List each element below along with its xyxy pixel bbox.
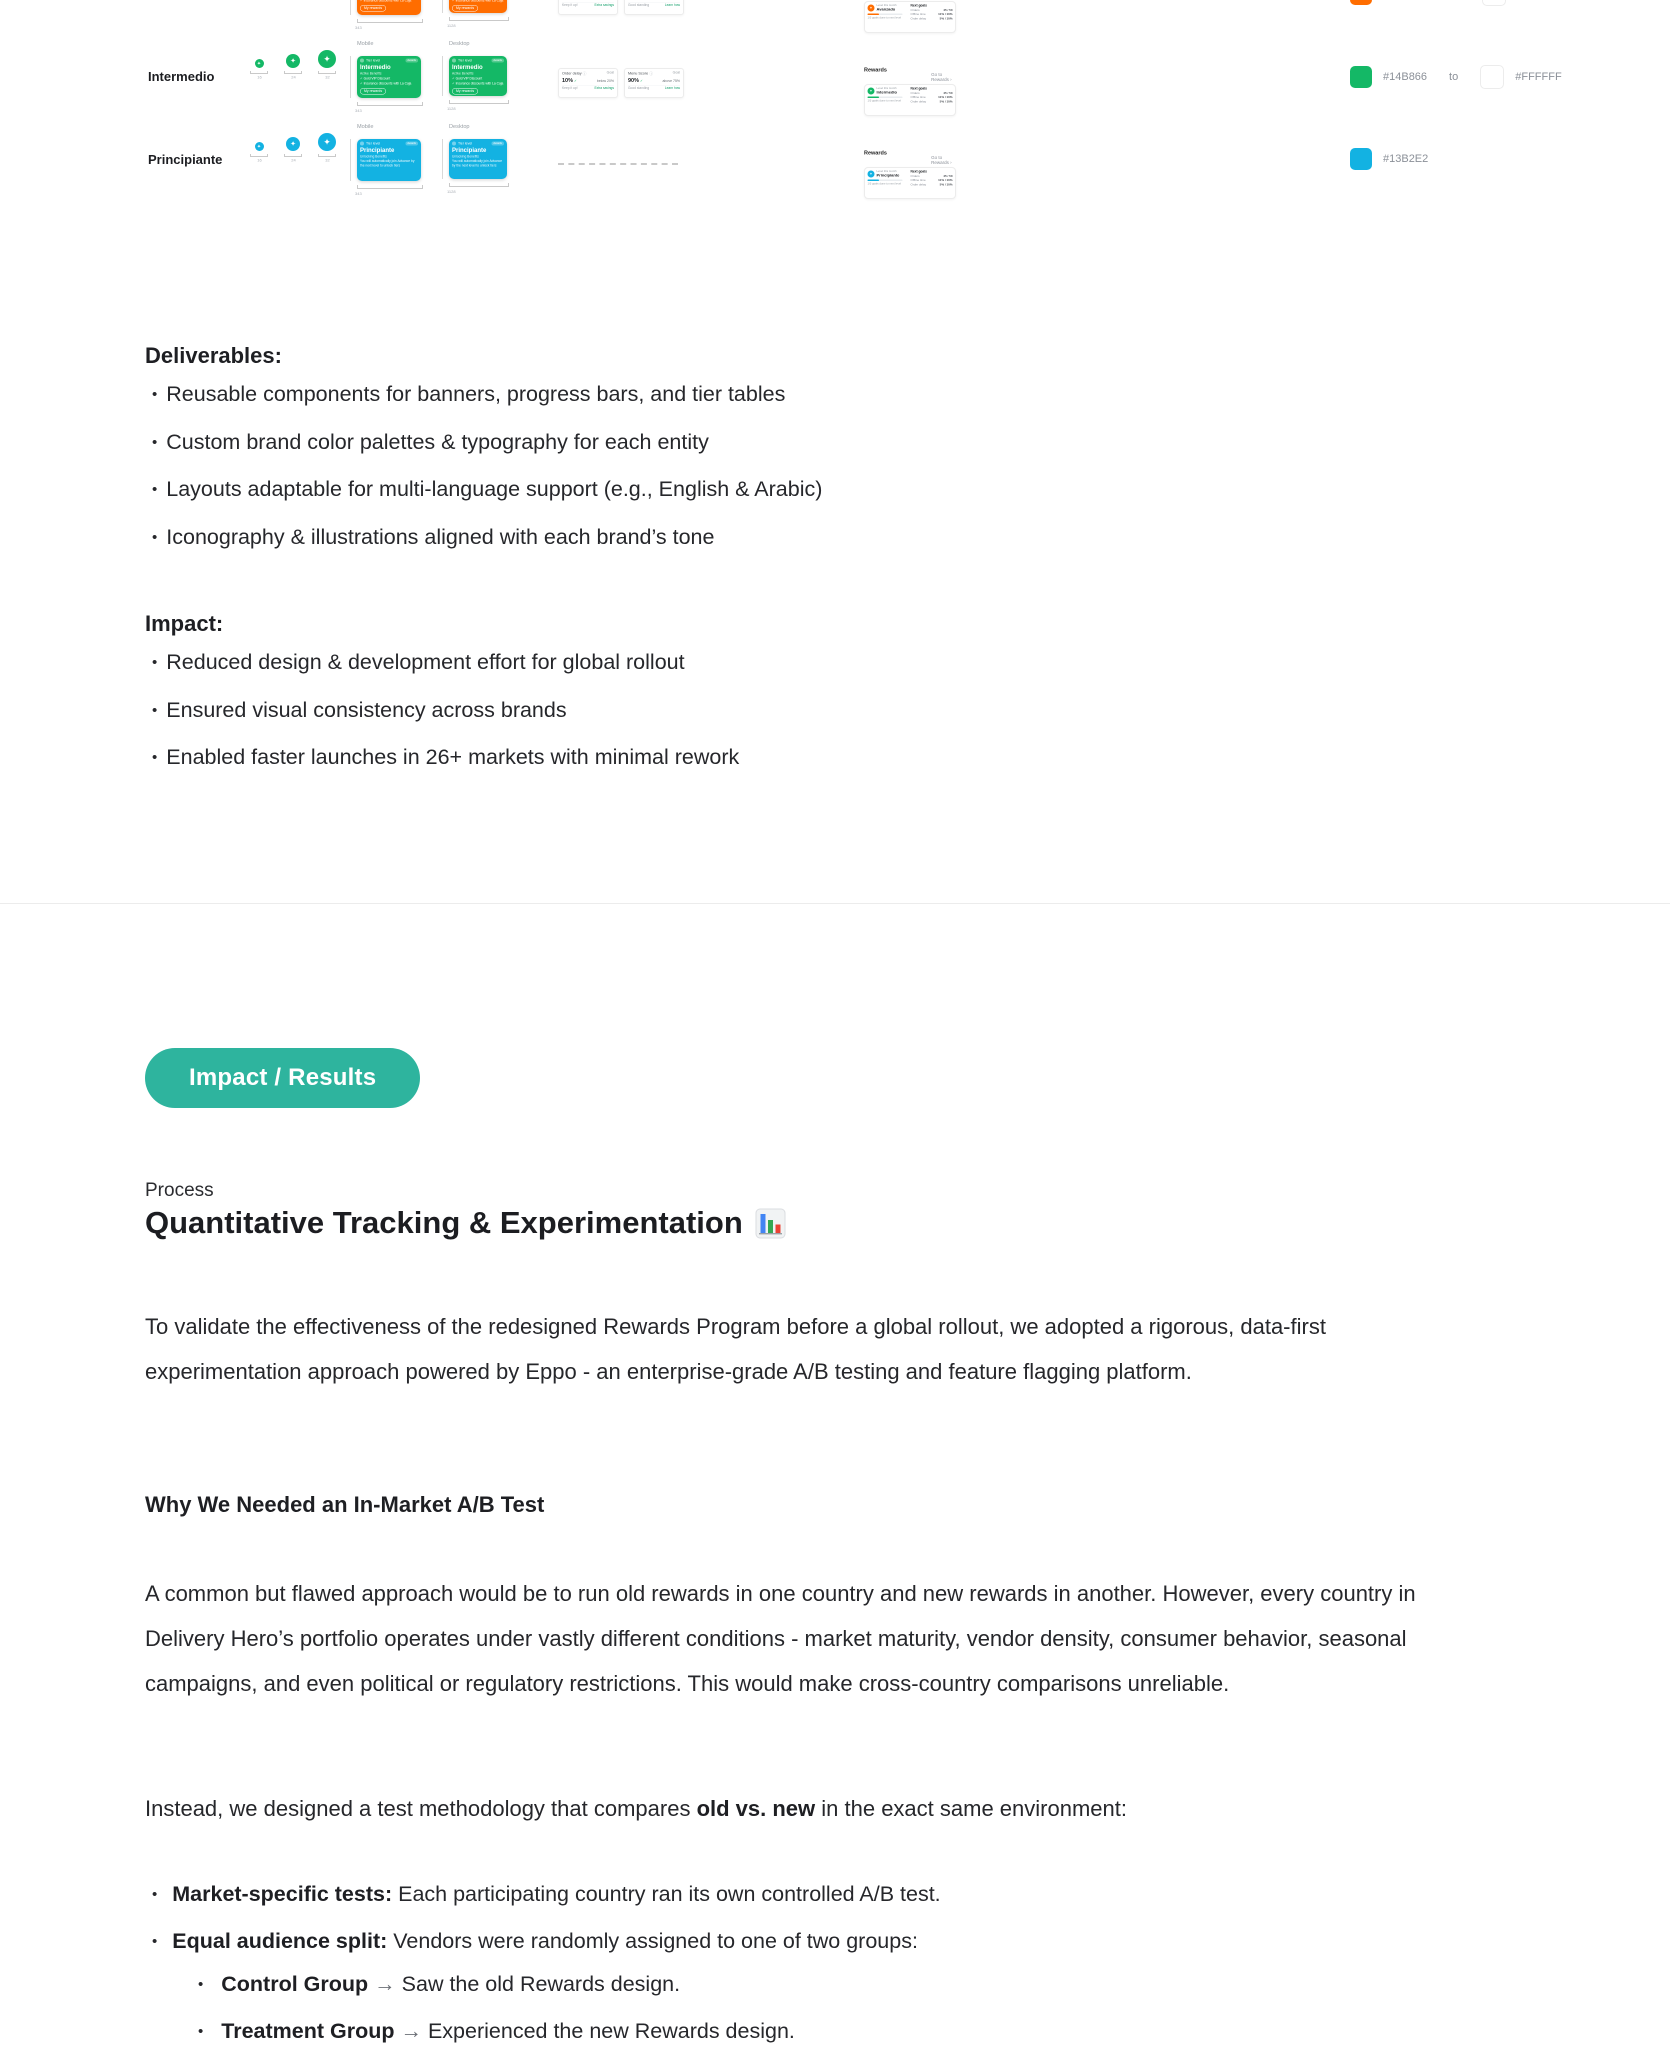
tier-level-label: Tier level	[366, 141, 381, 146]
goal-row-label: Orders	[910, 8, 920, 12]
stat-footer: Good standing	[628, 3, 650, 7]
stat-title: Order delay	[562, 71, 582, 76]
tier-avatar-icon	[360, 142, 364, 146]
desktop-caption: Desktop	[449, 40, 470, 47]
rewards-tier-name: Avanzado	[876, 7, 896, 12]
check-icon: ✓	[360, 77, 363, 81]
desktop-caption: Desktop	[449, 123, 470, 130]
stat-card	[558, 68, 618, 98]
stat-card	[624, 68, 684, 98]
size-ruler	[318, 71, 336, 74]
progress-caption: 1/3 goals done to next level	[867, 16, 901, 20]
height-ruler	[350, 0, 351, 15]
tier-card	[357, 56, 421, 98]
goal-row-label: Offline time	[910, 96, 926, 99]
benefit-item: Gold VIP Discount	[455, 77, 483, 81]
benefit-item: Gold VIP Discount	[363, 77, 391, 81]
stat-footer-link[interactable]: Extra savings	[594, 86, 614, 90]
test-methodology-list	[152, 1872, 941, 1966]
stat-mini-cards	[558, 0, 684, 15]
color-swatch-row	[1350, 0, 1563, 6]
badge-size-label: 32	[324, 158, 330, 163]
height-ruler	[442, 0, 443, 13]
tier-avatar-icon	[452, 142, 456, 146]
level-label: Level this month	[876, 4, 897, 7]
stat-footer-link[interactable]: Learn how	[664, 3, 680, 7]
size-ruler	[250, 154, 268, 157]
check-icon: ✓	[360, 0, 363, 3]
goal-value: above 75%	[662, 79, 680, 83]
list-item: • Reusable components for banners, progress bars, and tier tables	[152, 372, 822, 420]
section-divider	[0, 903, 1670, 904]
goal-row-value: 11% / 10%	[938, 179, 953, 182]
group-sublist	[198, 1962, 795, 2056]
stat-mini-cards	[558, 68, 684, 98]
goal-row-value: 45 / 50	[943, 8, 953, 12]
tier-row: ✓ Insurance discounts with La Caja My rewards 343 ✓ Insurance discounts with La Caja My rewards 1128 Keep it up! Extra savings Good standing Learn how ✦ Level this month Avanzado 1/3 goals done to next level Next goals Orders 45 / 50 Offline time 11% / 10% Order delay 5% / 10%	[0, 0, 1670, 53]
white-color-swatch	[1480, 65, 1504, 89]
unlock-text: You will automatically join Advance by the next level to unlock tiers	[360, 159, 415, 168]
subheading: Why We Needed an In-Market A/B Test	[145, 1492, 545, 1517]
methodology-line: Instead, we designed a test methodology that compares old vs. new in the exact same environment:	[145, 1796, 1127, 1821]
go-to-rewards-link[interactable]: Go to Rewards ›	[930, 155, 952, 165]
level-label: Level this month	[876, 170, 897, 173]
tier-card	[357, 139, 421, 181]
goal-row-label: Offline time	[910, 179, 926, 182]
stat-value	[562, 0, 573, 1]
tier-name-label: Intermedio	[148, 69, 215, 84]
goal-row-value: 5% / 10%	[939, 100, 953, 104]
size-ruler	[318, 154, 336, 157]
width-ruler	[357, 185, 423, 189]
details-badge[interactable]: details	[407, 142, 416, 145]
badge-size-label: 24	[290, 75, 296, 80]
badge-size-label: 32	[324, 75, 330, 80]
details-badge[interactable]: details	[407, 59, 416, 62]
process-eyebrow: Process	[145, 1180, 214, 1201]
intro-paragraph: To validate the effectiveness of the redesigned Rewards Program before a global rollout, we adopted a rigorous, data-first experimentation approach powered by Eppo - an enterprise-grade A/B testing and feature flagging platform.	[145, 1314, 1326, 1384]
height-ruler	[350, 139, 351, 181]
color-swatch-row	[1350, 148, 1428, 170]
swatch-to-label: to	[1449, 71, 1459, 83]
next-goals-label: Next goals	[910, 4, 927, 8]
color-swatch-row	[1350, 65, 1562, 89]
benefit-item: Insurance discounts with La Caja	[363, 0, 412, 3]
goal-row-label: Offline time	[910, 13, 926, 16]
rewards-card	[864, 167, 956, 199]
width-ruler	[449, 183, 509, 187]
check-icon: ✓	[640, 79, 643, 83]
section-title	[145, 1205, 786, 1241]
list-item: • Market-specific tests: Each participating country ran its own controlled A/B test.	[152, 1872, 941, 1919]
stat-value: 90%	[628, 77, 640, 84]
tier-card	[449, 0, 507, 13]
list-item: • Equal audience split: Vendors were randomly assigned to one of two groups:	[152, 1919, 941, 1966]
goal-row-label: Orders	[910, 91, 920, 95]
tier-badge-icons	[250, 52, 336, 84]
progress-bar	[868, 97, 903, 99]
my-rewards-button[interactable]: My rewards	[452, 88, 478, 95]
tier-row: Intermedio ✦ 16 ✦ 24 ✦ 32 Mobile Tier level details Intermedio Active Benefits ✓ Gold VIP Discount ✓ Insurance discounts with La Caja My rewards 343 Desktop Tier level details Intermedio Active Benefits ✓ Gold VIP Discount ✓ Insurance discounts with La Caja My rewards 1128 Order delay ⓘ Goal 10% ✓ below 20% Keep it up! Extra savings Menu Score ⓘ Goal 90% ✓ above 75% Good standing Learn how Rewards Go to Rewards › ✦ Level this month Intermedio 1/3 goals done to next level Next goals Orders 45 / 50 Offline time 11% / 10% Order delay 5% / 10% #14B866 to #FFFFFF	[0, 16, 1670, 136]
goal-row-value: 5% / 10%	[939, 17, 953, 21]
goal-row-label: Order delay	[910, 17, 927, 21]
goal-row-label: Orders	[910, 174, 920, 178]
stat-title: Menu Score	[628, 71, 649, 76]
deliverables-list	[152, 372, 822, 562]
stat-footer: Keep it up!	[562, 86, 578, 90]
my-rewards-button[interactable]: My rewards	[360, 88, 386, 95]
stat-footer-link[interactable]: Extra savings	[594, 3, 614, 7]
rewards-widget-title: Rewards	[864, 149, 887, 156]
unlock-title: Unlocking Benefits	[360, 155, 387, 159]
list-item: • Ensured visual consistency across brands	[152, 688, 739, 736]
tier-avatar-icon	[360, 59, 364, 63]
tier-card	[357, 0, 421, 15]
mobile-caption: Mobile	[357, 40, 374, 47]
details-badge[interactable]: details	[493, 59, 502, 62]
tier-badge-icon: ✦	[318, 50, 336, 68]
check-icon: ✓	[452, 0, 455, 3]
next-goals-label: Next goals	[910, 87, 927, 91]
dashed-placeholder-line	[558, 163, 678, 165]
tier-badge-icons	[250, 0, 336, 1]
height-ruler	[442, 139, 443, 179]
info-icon[interactable]: ⓘ	[649, 71, 653, 76]
tier-badge-icon: ✦	[868, 4, 875, 11]
benefits-title: Active Benefits	[452, 72, 474, 76]
tier-card-title: Intermedio	[360, 63, 391, 71]
height-ruler	[442, 56, 443, 96]
stat-value	[628, 0, 639, 1]
goal-row-label: Order delay	[910, 183, 927, 187]
progress-bar	[868, 14, 903, 16]
goal-value: below 20%	[596, 79, 614, 83]
rewards-tier-name: Intermedio	[876, 90, 897, 95]
design-system-strip	[0, 0, 1670, 232]
goal-row-value: 11% / 10%	[938, 96, 953, 99]
goal-row-label: Order delay	[910, 100, 927, 104]
goal-label: Goal	[672, 71, 680, 75]
impact-heading: Impact:	[145, 611, 224, 636]
tier-level-label: Tier level	[366, 58, 381, 63]
list-item: • Layouts adaptable for multi-language support (e.g., English & Arabic)	[152, 467, 822, 515]
tier-card	[449, 139, 507, 179]
tier-avatar-icon	[452, 59, 456, 63]
bold-old-vs-new: old vs. new	[696, 1796, 816, 1821]
tier-name-label	[148, 0, 209, 1]
info-icon[interactable]: ⓘ	[582, 71, 587, 76]
goal-row-value: 45 / 50	[943, 174, 953, 178]
tier-badge-icon: ✦	[868, 170, 875, 177]
badge-size-label: 16	[256, 75, 262, 80]
unlock-title: Unlocking Benefits	[452, 155, 479, 159]
white-color-swatch	[1482, 0, 1506, 6]
tier-color-swatch	[1350, 66, 1372, 88]
tier-hex-label: #14B866	[1383, 71, 1428, 83]
tier-card	[449, 56, 507, 96]
stat-card	[624, 0, 684, 15]
goal-row-value: 5% / 10%	[939, 183, 953, 187]
tier-level-label: Tier level	[458, 58, 473, 63]
progress-bar	[868, 180, 903, 182]
next-goals-label: Next goals	[910, 170, 927, 174]
tier-level-label: Tier level	[458, 141, 473, 146]
tier-row: Principiante ✦ 16 ✦ 24 ✦ 32 Mobile Tier level details Principiante Unlocking Benefits You will automatically join Advance by the next level to unlock tiers 343 Desktop Tier level details Principiante Unlocking Benefits You will automatically join Advance by the next level to unlock tiers 1128 Rewards Go to Rewards › ✦ Level this month Principiante 1/3 goals done to next level Next goals Orders 45 / 50 Offline time 11% / 10% Order delay 5% / 10% #13B2E2	[0, 99, 1670, 219]
progress-caption: 1/3 goals done to next level	[867, 99, 901, 103]
bar-chart-emoji-icon	[755, 1208, 786, 1239]
mobile-caption: Mobile	[357, 123, 374, 130]
tier-badge-icon: ✦	[286, 137, 300, 151]
check-icon: ✓	[452, 82, 455, 86]
impact-list	[152, 640, 739, 783]
unlock-text: You will automatically join Advance by the next level to unlock tiers	[452, 159, 503, 168]
tier-card-title: Principiante	[360, 146, 395, 154]
stat-value: 10%	[562, 77, 574, 84]
tier-card-title: Intermedio	[452, 63, 483, 71]
tier-badge-icon: ✦	[286, 54, 300, 68]
check-icon: ✓	[574, 79, 577, 83]
stat-footer-link[interactable]: Learn how	[664, 86, 680, 90]
go-to-rewards-link[interactable]: Go to Rewards ›	[930, 72, 952, 82]
details-badge[interactable]: details	[493, 142, 502, 145]
tier-badge-icons	[250, 135, 336, 167]
progress-caption: 1/3 goals done to next level	[867, 182, 901, 186]
list-item: • Treatment Group → Experienced the new Rewards design.	[198, 2009, 795, 2056]
list-item: • Enabled faster launches in 26+ markets with minimal rework	[152, 735, 739, 783]
tier-color-swatch	[1350, 0, 1372, 5]
deliverables-heading: Deliverables:	[145, 343, 282, 368]
badge-size-label: 24	[290, 158, 296, 163]
badge-size-label: 16	[256, 158, 262, 163]
impact-results-badge: Impact / Results	[145, 1048, 420, 1108]
tier-card-title: Principiante	[452, 146, 487, 154]
goal-row-value: 45 / 50	[943, 91, 953, 95]
size-ruler	[284, 71, 302, 74]
my-rewards-button[interactable]: My rewards	[360, 5, 386, 12]
benefit-item: Insurance discounts with La Caja	[455, 82, 504, 86]
tier-name-label: Principiante	[148, 152, 223, 167]
size-ruler	[250, 71, 268, 74]
list-item: • Iconography & illustrations aligned with each brand’s tone	[152, 515, 822, 563]
list-item: • Reduced design & development effort for global rollout	[152, 640, 739, 688]
tier-hex-label: #13B2E2	[1383, 153, 1429, 165]
arrow-icon: →	[400, 2019, 422, 2043]
benefit-item: Insurance discounts with La Caja	[363, 82, 412, 86]
benefit-item: Insurance discounts with La Caja	[455, 0, 504, 3]
my-rewards-button[interactable]: My rewards	[452, 5, 478, 12]
rewards-tier-name: Principiante	[876, 173, 900, 178]
tier-badge-icon: ✦	[255, 59, 264, 68]
benefits-title: Active Benefits	[360, 72, 382, 76]
rewards-widget-title: Rewards	[864, 66, 887, 73]
stat-footer: Keep it up!	[562, 3, 578, 7]
level-label: Level this month	[876, 87, 897, 90]
arrow-icon: →	[374, 1972, 396, 1996]
body-paragraph: A common but flawed approach would be to run old rewards in one country and new rewards in another. However, every country in Delivery Hero’s portfolio operates under vastly different conditions - market maturity, vendor density, consumer behavior, seasonal campaigns, and even political or regulatory restrictions. This would make cross-country comparisons unreliable.	[145, 1581, 1416, 1696]
tier-badge-icon: ✦	[318, 133, 336, 151]
list-item: • Custom brand color palettes & typography for each entity	[152, 420, 822, 468]
goal-row-value: 11% / 10%	[938, 13, 953, 16]
size-ruler	[284, 154, 302, 157]
tier-badge-icon: ✦	[868, 87, 875, 94]
check-icon: ✓	[452, 77, 455, 81]
white-hex-label: #FFFFFF	[1515, 71, 1562, 83]
stat-footer: Good standing	[628, 86, 650, 90]
stat-card	[558, 0, 618, 15]
height-ruler	[350, 56, 351, 98]
rewards-widget	[864, 145, 956, 199]
tier-color-swatch	[1350, 148, 1372, 170]
tier-badge-icon: ✦	[255, 142, 264, 151]
list-item: • Control Group → Saw the old Rewards design.	[198, 1962, 795, 2009]
check-icon: ✓	[360, 82, 363, 86]
goal-label: Goal	[606, 71, 614, 75]
section-title-text: Quantitative Tracking & Experimentation	[145, 1205, 743, 1240]
